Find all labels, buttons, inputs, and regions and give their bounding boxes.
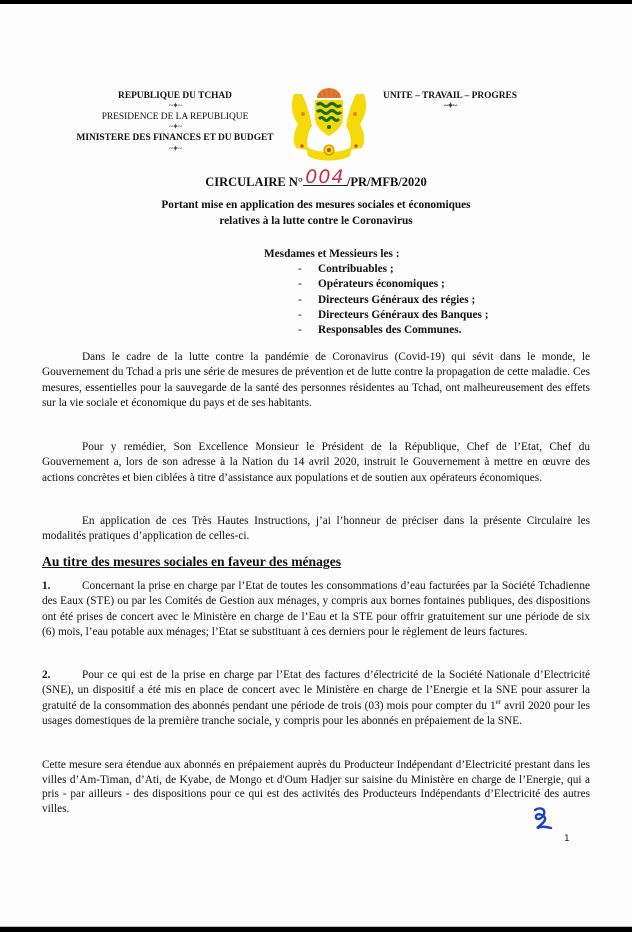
- ornament-icon: ~✦~: [168, 101, 182, 111]
- intro-paragraph-3: En application de ces Très Hautes Instructions, j’ai l’honneur de préciser dans la présente Circulaire les modalités pratiques d’application de celles-ci.: [42, 515, 590, 543]
- salutation: Mesdames et Messieurs les :: [264, 248, 400, 260]
- page-bottom-edge: [0, 926, 632, 927]
- chad-coat-of-arms-icon: [288, 84, 370, 166]
- item-number: 2.: [42, 669, 51, 681]
- circular-title: [0, 166, 632, 190]
- presidency-name: PRESIDENCE DE LA REPUBLIQUE: [101, 112, 249, 123]
- addressee-list: [264, 262, 489, 338]
- addressee-item: - Responsables des Communes.: [298, 324, 462, 337]
- intro-paragraph-1: Dans le cadre de la lutte contre la pandémie de Coronavirus (Covid-19) qui sévit dans le monde, le Gouvernement du Tchad a pris une série de mesures de prévention et de lutte contre la propagation de cette maladie. Ces mesures, essentielles pour la sauvegarde de la santé des personnes résidentes au Tchad, ont malheureusement des effets sur la vie sociale et économique du pays et de ses habitants.: [42, 351, 590, 410]
- addressee-item: - Directeurs Généraux des régies ;: [298, 293, 476, 306]
- subject-line-1: Portant mise en application des mesures sociales et économiques: [161, 199, 471, 211]
- ornament-icon: ~✦~: [168, 122, 182, 132]
- handwritten-initials-icon: [531, 806, 553, 832]
- circular-subject: [0, 198, 632, 229]
- addressee-item: - Directeurs Généraux des Banques ;: [298, 308, 489, 321]
- country-name: REPUBLIQUE DU TCHAD: [118, 91, 232, 101]
- circular-suffix: /PR/MFB/2020: [346, 175, 427, 189]
- header-motto-block: [370, 90, 530, 111]
- item-text-part-1: Pour ce qui est de la prise en charge par l’Etat des factures d’électricité de la Société Nationale d’Electricité (SNE), un dispositif a été mis en place de concert avec le Ministère en charge de l’Energie et la SNE pour assurer la gratuité de la consommation des abonnés pendant une période de trois (03) mois pour compter du 1: [42, 669, 590, 712]
- circular-number-handwritten: 004: [303, 169, 347, 186]
- measure-item-1: [42, 579, 590, 641]
- section-title: Au titre des mesures sociales en faveur des ménages: [42, 554, 342, 569]
- subject-line-2: relatives à la lutte contre le Coronavirus: [219, 214, 413, 227]
- page-number: 1: [564, 834, 570, 844]
- ordinal-superscript: er: [495, 698, 502, 707]
- measure-item-2: [42, 668, 590, 730]
- extension-paragraph: Cette mesure sera étendue aux abonnés en prépaiement auprès du Producteur Indépendant d’Electricité prestant dans les villes d’Am-Timan, d’Ati, de Kyabe, de Mongo et d'Oum Hadjer sur saisine du Ministère en charge de l’Energie, qui a pris - par ailleurs - des dispositions pour ce qui est des activités des Producteurs Indépendants d’Electricité des autres villes.: [42, 759, 590, 815]
- ministry-name: MINISTERE DES FINANCES ET DU BUDGET: [76, 133, 274, 144]
- addressee-item: - Opérateurs économiques ;: [298, 278, 445, 291]
- item-text: Concernant la prise en charge par l’Etat de toutes les consommations d’eau facturées par la Société Tchadienne des Eaux (STE) ou par les Comités de Gestion aux ménages, y compris aux bornes fontaines publiques, des dispositions ont été prises de concert avec le Ministère en charge de l’Eau et la STE pour offrir gratuitement sur une période de six (6) mois, l’eau potable aux ménages; l’Etat se substituant à ces derniers pour le règlement de leurs factures.: [42, 580, 590, 639]
- national-motto: UNITE – TRAVAIL – PROGRES: [383, 91, 517, 101]
- ornament-icon: ~✦~: [168, 143, 182, 153]
- document-page: [0, 4, 632, 927]
- circular-prefix: CIRCULAIRE N°: [205, 175, 303, 189]
- ornament-icon: ~✦~: [443, 101, 457, 111]
- addressee-item: - Contribuables ;: [298, 263, 394, 276]
- addressees-block: [264, 247, 489, 338]
- intro-paragraph-2: Pour y remédier, Son Excellence Monsieur le Président de la République, Chef de l’Etat, Chef du Gouvernement a, lors de son adresse à la Nation du 14 avril 2020, instruit le Gouvernement à mettre en œuvre des actions concrètes et bien ciblées à titre d’assistance aux populations et de soutien aux opérateurs économiques.: [42, 441, 590, 484]
- item-text-part-2: avril 2020 pour les usages domestiques de la première tranche sociale, y compris pour les abonnés en prépaiement de la SNE.: [42, 699, 590, 728]
- item-number: 1.: [42, 580, 51, 592]
- header-left-block: [60, 90, 290, 154]
